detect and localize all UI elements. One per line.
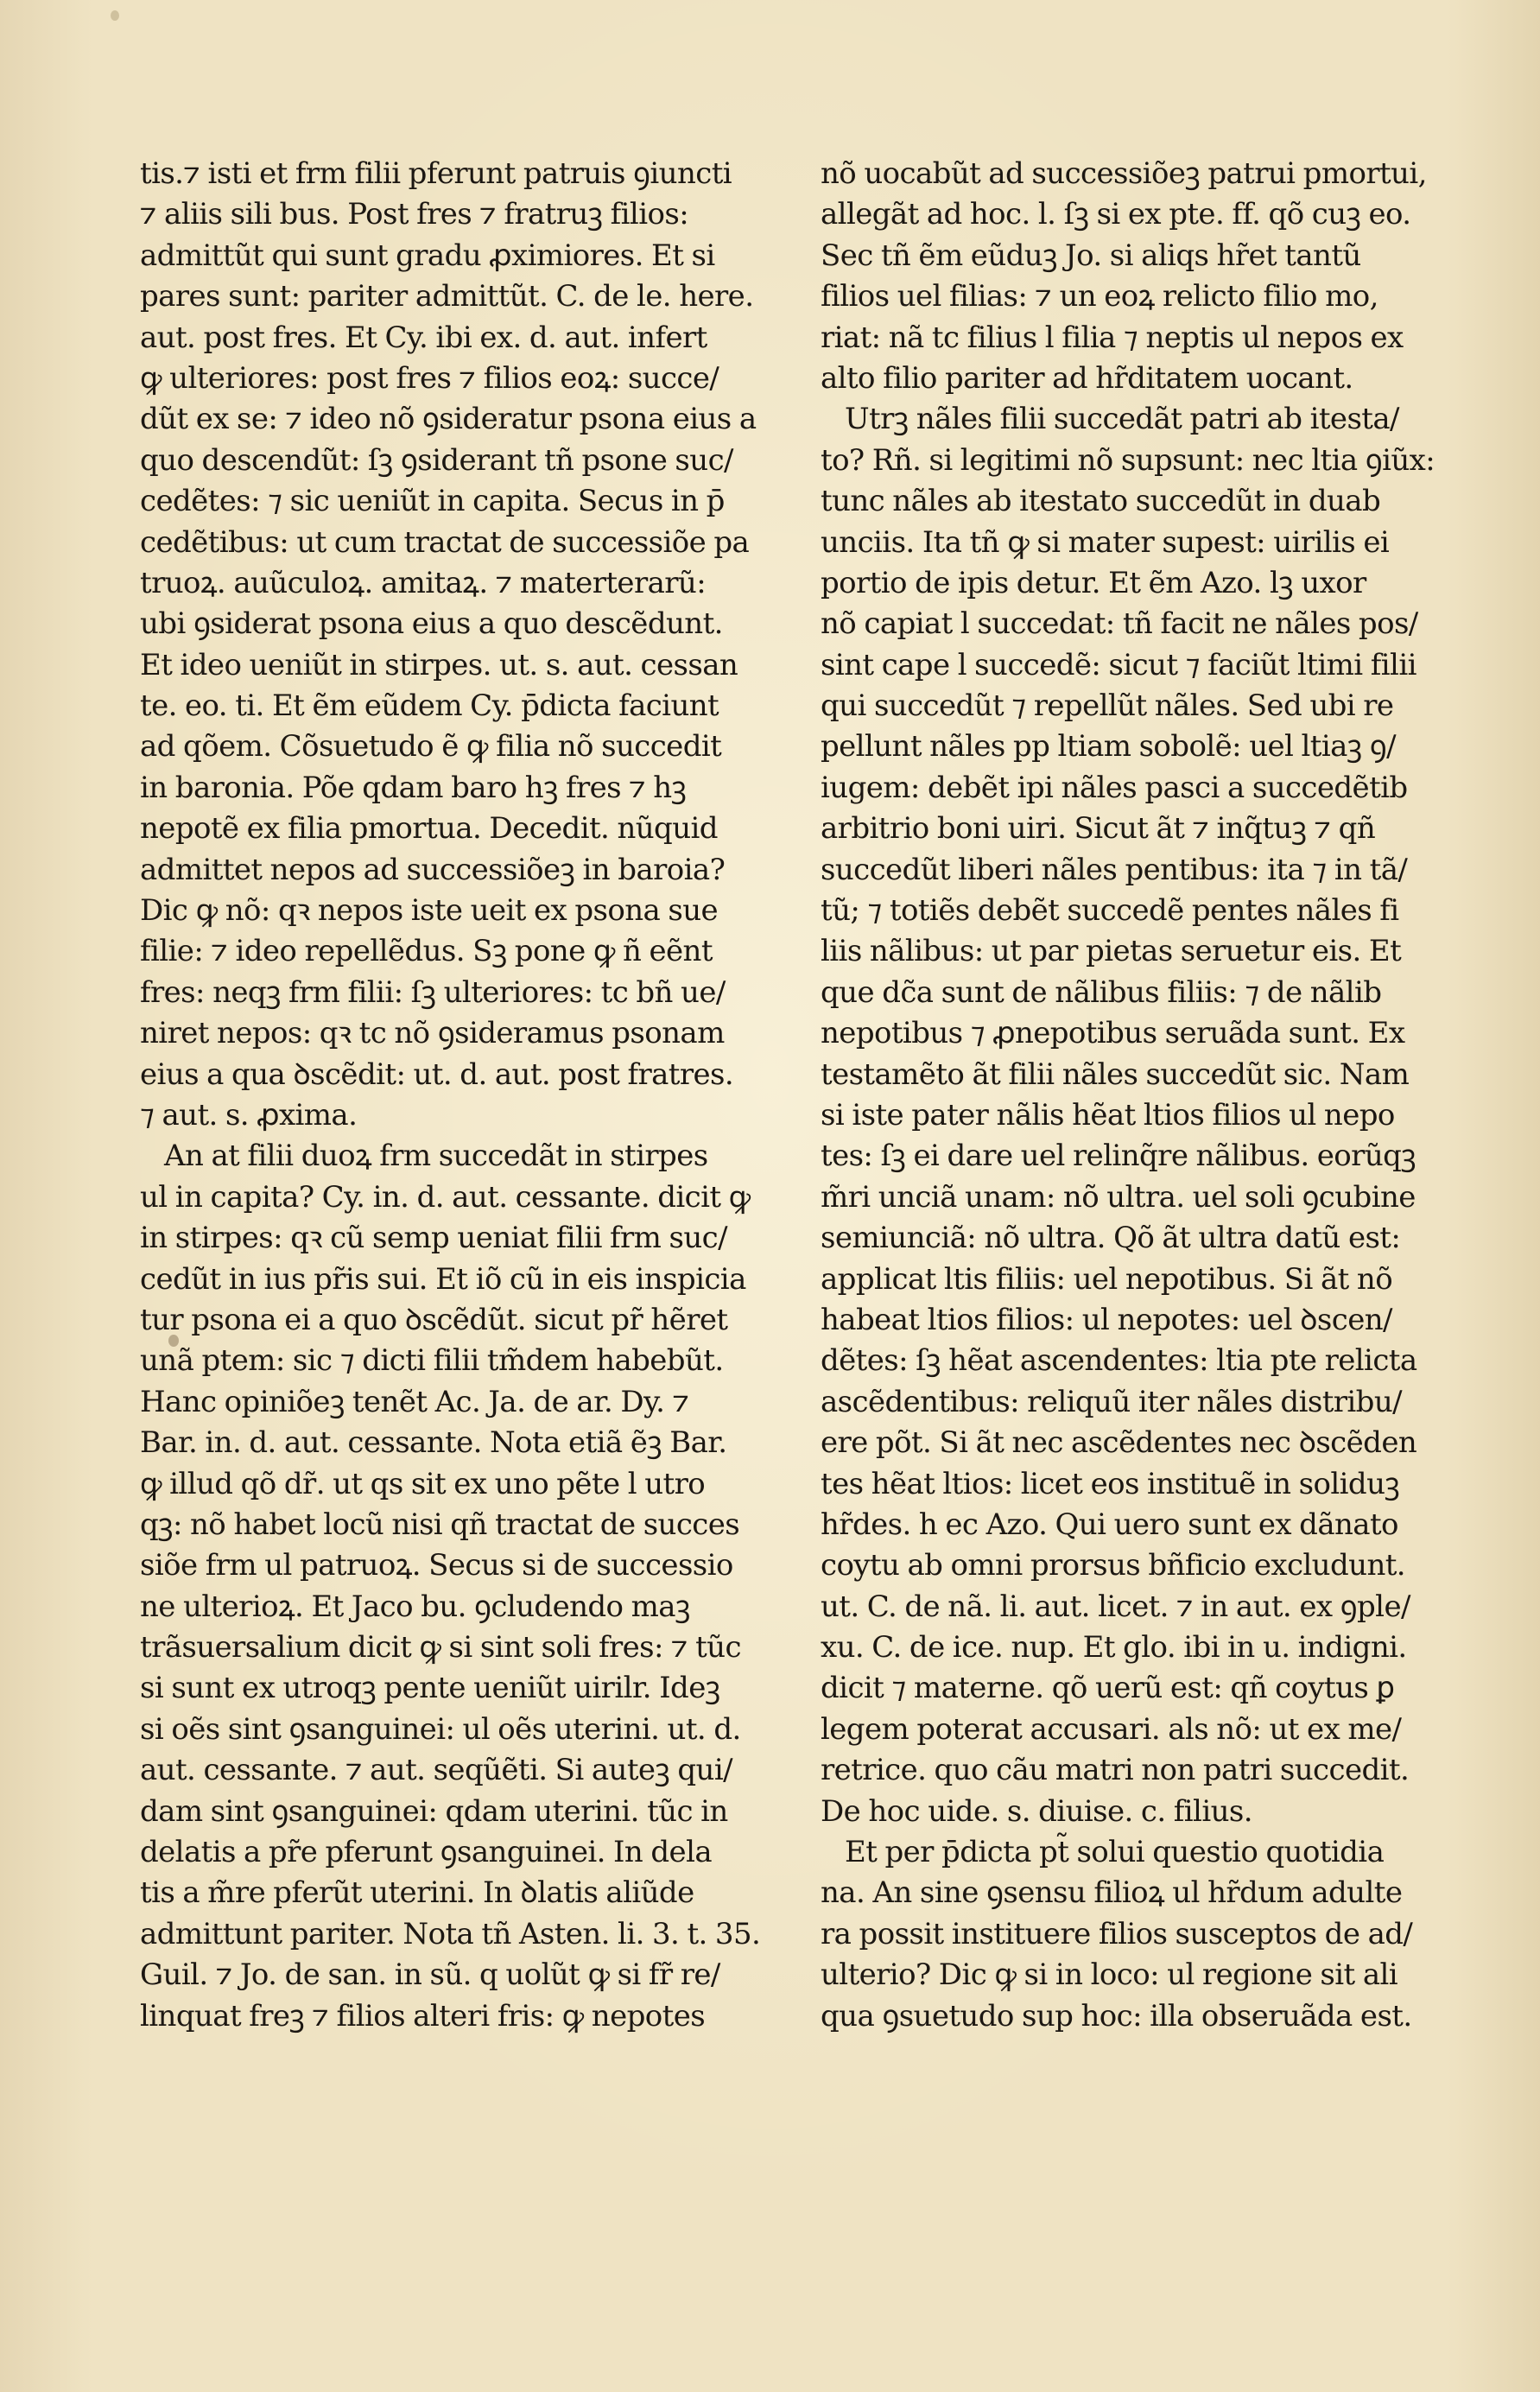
- text-line: ⁊ aut. s. ꝓxima.: [140, 1097, 358, 1133]
- text-line: pares sunt: pariter admittũt. C. de le. here.: [140, 279, 754, 314]
- text-line: dẽtes: ſꝫ hẽat ascendentes: ltia pte relicta: [821, 1343, 1417, 1379]
- text-line: liis nãlibus: ut par pietas seruetur eis. Et: [821, 934, 1402, 969]
- text-line: nepotibus ⁊ ꝓnepotibus seruãda sunt. Ex: [821, 1016, 1405, 1051]
- text-line: ubi ꝯsiderat psona eius a quo descẽdunt.: [140, 606, 723, 642]
- text-line: riat: nã tc filius l filia ⁊ neptis ul nepos ex: [821, 320, 1404, 355]
- text-column-right: [821, 154, 1460, 2037]
- text-line: tis a m̃re pferũt uterini. In ꝺlatis aliũde: [140, 1875, 694, 1911]
- text-line: qua ꝯsuetudo sup hoc: illa obseruãda est.: [821, 1998, 1412, 2034]
- text-line: nõ capiat l succedat: tñ facit ne nãles pos/: [821, 606, 1418, 642]
- text-line: Et ideo ueniũt in stirpes. ut. s. aut. cessan: [140, 647, 738, 682]
- text-line: niret nepos: qꝛ tc nõ ꝯsideramus psonam: [140, 1016, 725, 1051]
- text-line: tur psona ei a quo ꝺscẽdũt. sicut pr̃ hẽret: [140, 1302, 728, 1337]
- text-line: delatis a pr̃e pferunt ꝯsanguinei. In dela: [140, 1835, 713, 1870]
- text-line: si oẽs sint ꝯsanguinei: ul oẽs uterini. ut. d.: [140, 1711, 741, 1747]
- text-line: to? Rñ. si legitimi nõ supsunt: nec ltia ꝯiũx:: [821, 442, 1435, 478]
- text-line: sint cape l succedẽ: sicut ⁊ faciũt ltimi filii: [821, 647, 1416, 682]
- text-line: fres: neqꝫ frm filii: ſꝫ ulteriores: tc bñ ue/: [140, 974, 726, 1010]
- text-line: aut. post fres. Et Cy. ibi ex. d. aut. infert: [140, 320, 707, 355]
- text-column-left: [140, 154, 779, 2037]
- text-line: si iste pater nãlis hẽat ltios filios ul nepo: [821, 1097, 1395, 1133]
- text-line: Et per p̄dicta pt̃ solui questio quotidia: [845, 1835, 1385, 1870]
- text-line: Dic ꝙ nõ: qꝛ nepos iste ueit ex psona sue: [140, 893, 719, 929]
- text-line: ere põt. Si ãt nec ascẽdentes nec ꝺscẽden: [821, 1425, 1417, 1461]
- text-line: applicat ltis filiis: uel nepotibus. Si ãt nõ: [821, 1261, 1393, 1297]
- text-line: qꝫ: nõ habet locũ nisi qñ tractat de succes: [140, 1507, 740, 1542]
- text-line: cedẽtibus: ut cum tractat de successiõe pa: [140, 524, 750, 560]
- text-line: Utrꝫ nãles filii succedãt patri ab itesta/: [845, 402, 1399, 437]
- text-line: ut. C. de nã. li. aut. licet. ⁊ in aut. ex ꝯple/: [821, 1589, 1410, 1624]
- text-line: Guil. ⁊ Jo. de san. in sũ. q uolũt ꝙ si fr̃ re/: [140, 1957, 720, 1993]
- text-line: admittunt pariter. Nota tñ Asten. li. 3. t. 35.: [140, 1916, 761, 1951]
- text-line: dam sint ꝯsanguinei: qdam uterini. tũc in: [140, 1793, 728, 1829]
- text-line: tis.⁊ isti et frm filii pferunt patruis ꝯiuncti: [140, 156, 732, 191]
- text-line: te. eo. ti. Et ẽm eũdem Cy. p̄dicta faciunt: [140, 688, 719, 724]
- paper-spot: [111, 10, 119, 21]
- text-line: arbitrio boni uiri. Sicut ãt ⁊ inq̃tuꝫ ⁊ qñ: [821, 811, 1376, 847]
- text-line: unã ptem: sic ⁊ dicti filii tm̃dem habebũt.: [140, 1343, 724, 1379]
- text-line: in stirpes: qꝛ cũ semp ueniat filii frm suc/: [140, 1221, 727, 1256]
- text-line: admittũt qui sunt gradu ꝓximiores. Et si: [140, 238, 715, 273]
- text-line: admittet nepos ad successiõeꝫ in baroia?: [140, 852, 726, 887]
- text-line: ra possit instituere filios susceptos de ad/: [821, 1916, 1413, 1951]
- text-line: semiunciã: nõ ultra. Qõ ãt ultra datũ est:: [821, 1221, 1401, 1256]
- text-line: cedũt in ius pr̃is sui. Et iõ cũ in eis inspicia: [140, 1261, 746, 1297]
- text-line: Sec tñ ẽm eũduꝫ Jo. si aliqs hr̃et tantũ: [821, 238, 1361, 273]
- text-line: iugem: debẽt ipi nãles pasci a succedẽtib: [821, 770, 1408, 805]
- text-line: tũ; ⁊ totiẽs debẽt succedẽ pentes nãles fi: [821, 893, 1399, 929]
- text-line: linquat freꝫ ⁊ filios alteri fris: ꝙ nepotes: [140, 1998, 706, 2034]
- text-line: pellunt nãles pp ltiam sobolẽ: uel ltiaꝫ ꝯ/: [821, 729, 1396, 765]
- text-line: dũt ex se: ⁊ ideo nõ ꝯsideratur psona eius a: [140, 402, 757, 437]
- text-line: tes: ſꝫ ei dare uel relinq̃re nãlibus. eorũqꝫ: [821, 1139, 1416, 1174]
- text-line: De hoc uide. s. diuise. c. filius.: [821, 1793, 1252, 1829]
- text-line: retrice. quo cãu matri non patri succedit.: [821, 1753, 1410, 1788]
- text-line: filios uel filias: ⁊ un eoꝝ relicto filio mo,: [821, 279, 1378, 314]
- text-line: nõ uocabũt ad successiõeꝫ patrui pmortui,: [821, 156, 1427, 191]
- text-line: truoꝝ. auũculoꝝ. amitaꝝ. ⁊ materterarũ:: [140, 565, 707, 600]
- text-line: qui succedũt ⁊ repellũt nãles. Sed ubi re: [821, 688, 1394, 724]
- text-line: allegãt ad hoc. l. ſꝫ si ex pte. ff. qõ cuꝫ eo.: [821, 197, 1411, 232]
- text-line: quo descendũt: ſꝫ ꝯsiderant tñ psone suc/: [140, 442, 733, 478]
- text-line: ꝙ ulteriores: post fres ⁊ filios eoꝝ: succe/: [140, 360, 719, 396]
- text-line: eius a qua ꝺscẽdit: ut. d. aut. post fratres.: [140, 1056, 734, 1092]
- text-line: si sunt ex utroqꝫ pente ueniũt uirilr. Ideꝫ: [140, 1671, 720, 1706]
- text-line: portio de ipis detur. Et ẽm Azo. lꝫ uxor: [821, 565, 1366, 600]
- text-line: hr̃des. h ec Azo. Qui uero sunt ex dãnato: [821, 1507, 1398, 1542]
- text-line: in baronia. Põe qdam baro hꝫ fres ⁊ hꝫ: [140, 770, 687, 805]
- text-line: succedũt liberi nãles pentibus: ita ⁊ in tã/: [821, 852, 1408, 887]
- text-line: dicit ⁊ materne. qõ uerũ est: qñ coytus ꝑ: [821, 1671, 1395, 1706]
- text-line: Hanc opiniõeꝫ tenẽt Ac. Ja. de ar. Dy. ⁊: [140, 1384, 689, 1419]
- text-line: ne ulterioꝝ. Et Jaco bu. ꝯcludendo maꝫ: [140, 1589, 690, 1624]
- text-line: m̃ri unciã unam: nõ ultra. uel soli ꝯcubine: [821, 1179, 1416, 1215]
- text-line: habeat ltios filios: ul nepotes: uel ꝺscen/: [821, 1302, 1392, 1337]
- text-line: ⁊ aliis sili bus. Post fres ⁊ fratruꝫ filios:: [140, 197, 689, 232]
- text-line: aut. cessante. ⁊ aut. seqũẽti. Si auteꝫ qui/: [140, 1753, 732, 1788]
- text-line: unciis. Ita tñ ꝙ si mater supest: uirilis ei: [821, 524, 1390, 560]
- text-line: tes hẽat ltios: licet eos instituẽ in soliduꝫ: [821, 1466, 1400, 1501]
- text-line: filie: ⁊ ideo repellẽdus. Sꝫ pone ꝙ ñ eẽnt: [140, 934, 713, 969]
- text-line: legem poterat accusari. als nõ: ut ex me/: [821, 1711, 1402, 1747]
- text-line: ascẽdentibus: reliquũ iter nãles distribu/: [821, 1384, 1402, 1419]
- text-line: tunc nãles ab itestato succedũt in duab: [821, 484, 1381, 519]
- text-line: que dc̃a sunt de nãlibus filiis: ⁊ de nãlib: [821, 974, 1382, 1010]
- text-line: alto filio pariter ad hr̃ditatem uocant.: [821, 360, 1353, 396]
- text-line: coytu ab omni prorsus bñficio excludunt.: [821, 1548, 1406, 1583]
- text-line: na. An sine ꝯsensu filioꝝ ul hr̃dum adulte: [821, 1875, 1403, 1911]
- text-line: xu. C. de ice. nup. Et glo. ibi in u. indigni.: [821, 1630, 1407, 1666]
- text-line: ad qõem. Cõsuetudo ẽ ꝙ filia nõ succedit: [140, 729, 722, 765]
- text-line: An at filii duoꝝ frm succedãt in stirpes: [164, 1139, 708, 1174]
- text-line: nepotẽ ex filia pmortua. Decedit. nũquid: [140, 811, 718, 847]
- text-line: ꝙ illud qõ dr̃. ut qs sit ex uno pẽte l utro: [140, 1466, 706, 1501]
- text-line: cedẽtes: ⁊ sic ueniũt in capita. Secus in p̄: [140, 484, 725, 519]
- text-line: siõe frm ul patruoꝝ. Secus si de successio: [140, 1548, 733, 1583]
- text-line: testamẽto ãt filii nãles succedũt sic. Nam: [821, 1056, 1410, 1092]
- text-line: Bar. in. d. aut. cessante. Nota etiã ẽꝫ Bar.: [140, 1425, 727, 1461]
- text-line: trãsuersalium dicit ꝙ si sint soli fres: ⁊ tũc: [140, 1630, 741, 1666]
- text-line: ulterio? Dic ꝙ si in loco: ul regione sit ali: [821, 1957, 1398, 1993]
- text-line: ul in capita? Cy. in. d. aut. cessante. dicit ꝙ: [140, 1179, 751, 1215]
